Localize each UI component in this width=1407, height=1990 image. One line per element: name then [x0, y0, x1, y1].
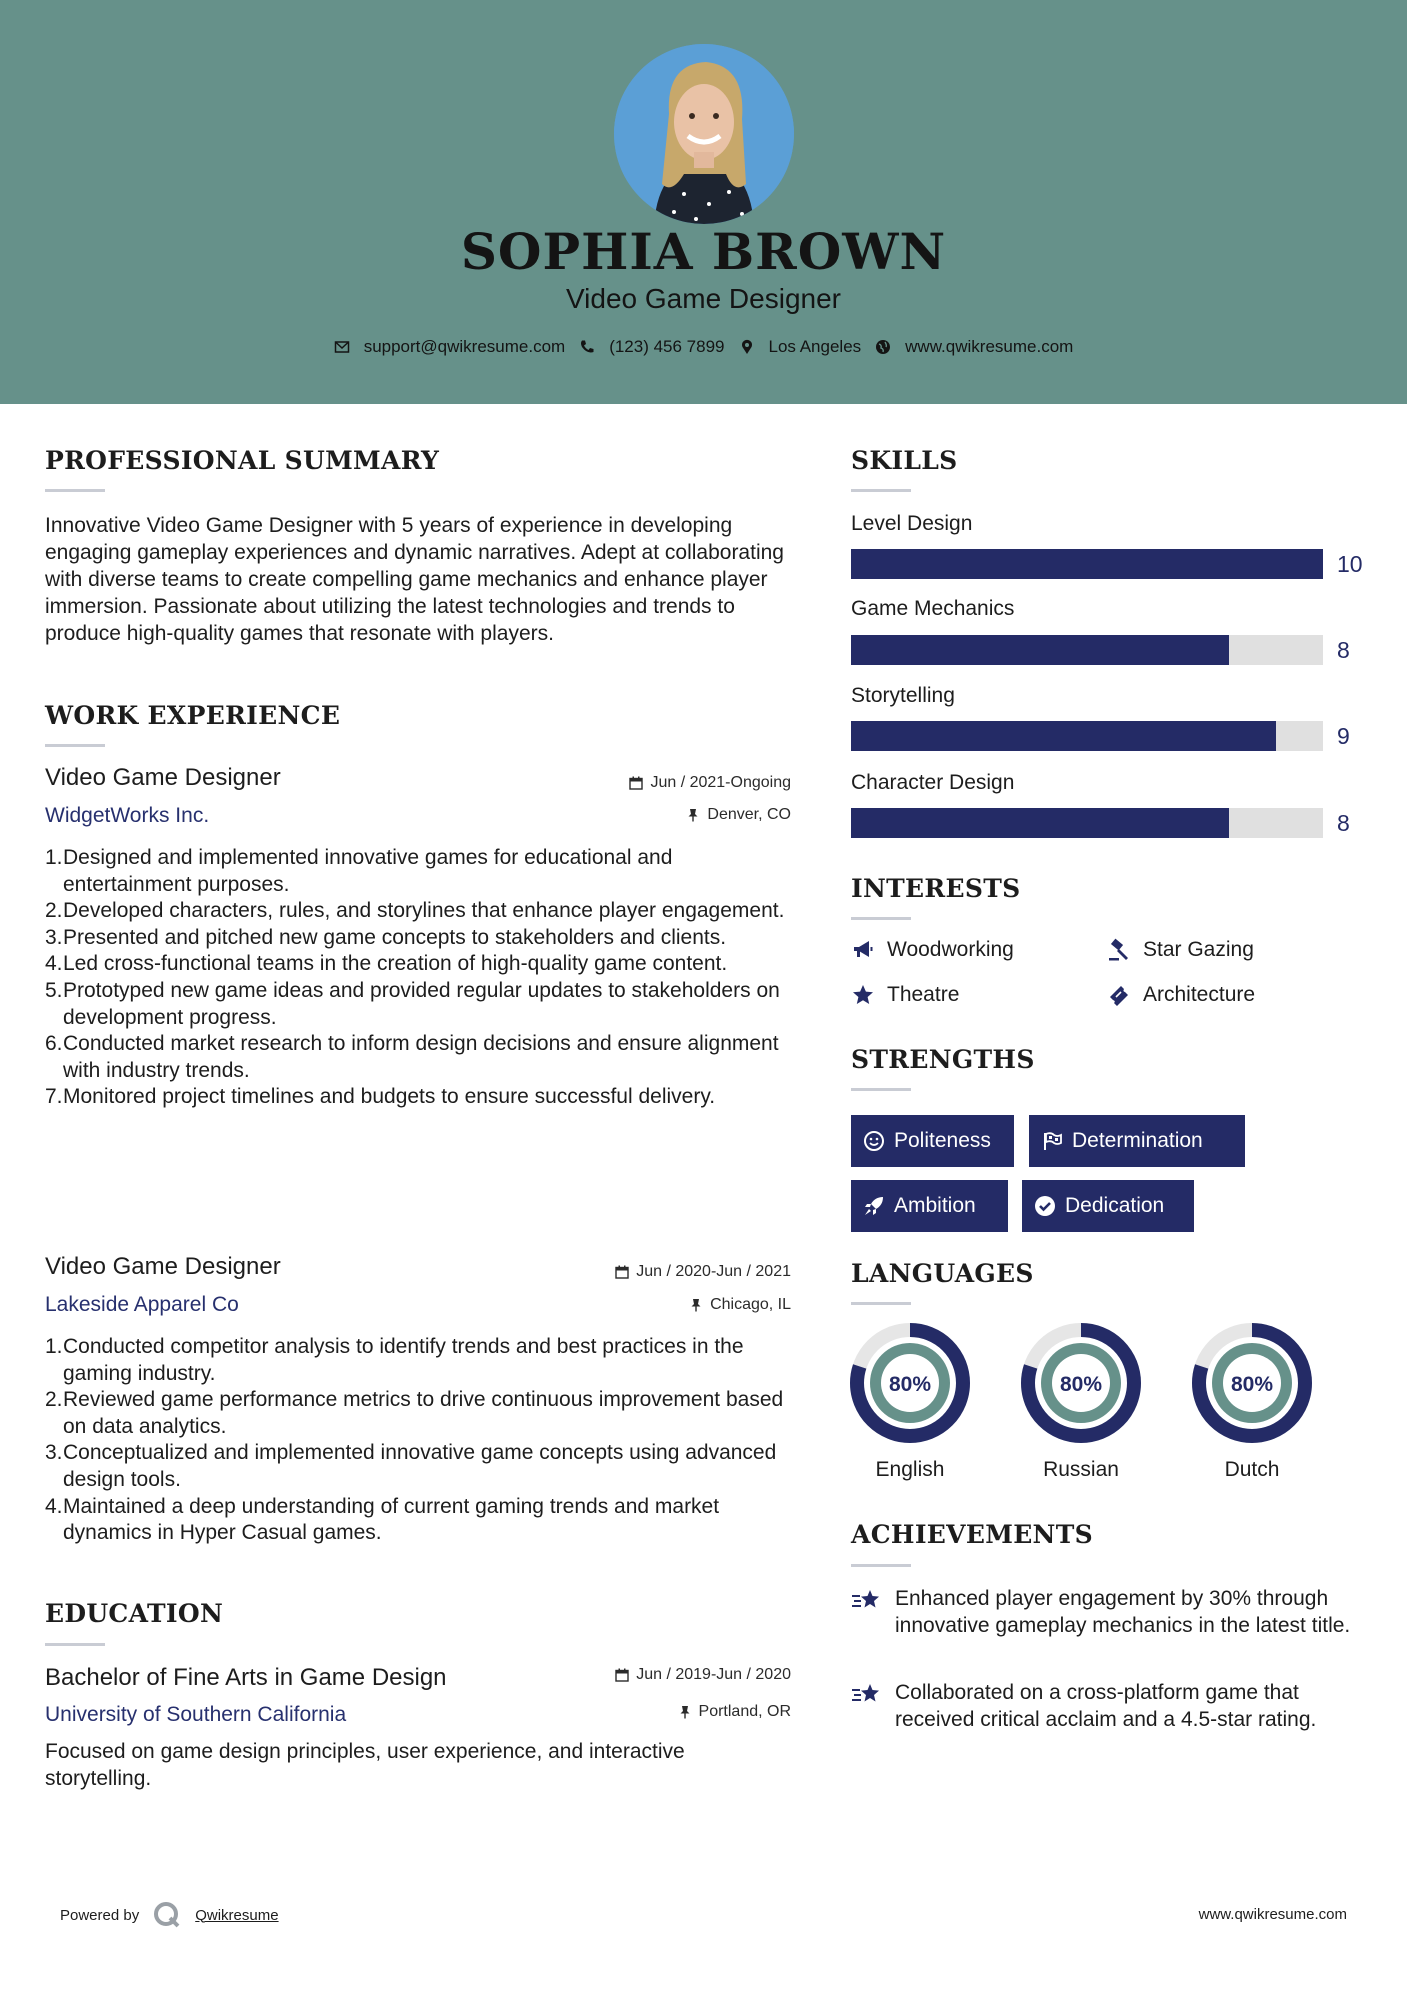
list-item: 4. Maintained a deep understanding of current gaming trends and market dynamics in Hyper Casual games. — [45, 1494, 720, 1545]
summary-heading: PROFESSIONAL SUMMARY — [45, 446, 440, 475]
calendar-icon — [629, 776, 643, 790]
qwikresume-logo-icon — [153, 1901, 181, 1929]
shooting-star-icon — [851, 1681, 883, 1709]
skill-bar — [851, 808, 1323, 838]
interest-item: Woodworking — [851, 938, 1014, 962]
language-donut — [849, 1322, 971, 1444]
profile-photo — [614, 44, 794, 224]
language-item — [1020, 1322, 1142, 1482]
map-pin-icon — [739, 339, 755, 355]
list-item: 2. Developed characters, rules, and storylines that enhance player engagement. — [45, 899, 785, 923]
skill-value: 8 — [1337, 810, 1350, 836]
skill-label: Storytelling — [851, 684, 955, 707]
skill-value: 8 — [1337, 637, 1350, 663]
pushpin-icon — [686, 808, 700, 822]
language-name: Russian — [1043, 1458, 1119, 1481]
skill-label: Level Design — [851, 512, 973, 535]
language-name: English — [875, 1458, 945, 1481]
candidate-title: Video Game Designer — [566, 283, 841, 314]
footer-website[interactable]: www.qwikresume.com — [1198, 1906, 1347, 1923]
gavel-icon — [1107, 938, 1131, 962]
company-name: Lakeside Apparel Co — [45, 1293, 239, 1316]
job-dates: Jun / 2021-Ongoing — [629, 774, 791, 792]
skill-bar — [851, 549, 1323, 579]
summary-text: Innovative Video Game Designer with 5 years of experience in developing engaging gameplay experiences and dynamic narratives. Adept at collaborating with diverse teams to create compelling game mechanics and enhance player immersion. Passionate about utilizing the latest technologies and trends to produce high-quality games that resonate with players. — [45, 514, 784, 645]
language-donut — [1191, 1322, 1313, 1444]
interests-heading: INTERESTS — [851, 874, 1021, 903]
resume-header — [0, 0, 1407, 404]
interest-item: Architecture — [1107, 983, 1255, 1007]
contact-phone[interactable]: (123) 456 7899 — [579, 337, 724, 357]
job-dates: Jun / 2020-Jun / 2021 — [615, 1263, 791, 1281]
list-item: 3. Conceptualized and implemented innovative game concepts using advanced design tools. — [45, 1441, 777, 1491]
skill-label: Character Design — [851, 771, 1015, 794]
contact-email[interactable]: support@qwikresume.com — [334, 337, 566, 357]
phone-icon — [579, 339, 595, 355]
company-name: WidgetWorks Inc. — [45, 804, 210, 827]
section-divider — [45, 744, 105, 747]
job-title: Video Game Designer — [45, 764, 281, 791]
section-divider — [851, 1564, 911, 1567]
skill-label: Game Mechanics — [851, 597, 1015, 620]
degree-title: Bachelor of Fine Arts in Game Design — [45, 1664, 447, 1691]
job-location: Chicago, IL — [689, 1296, 791, 1314]
job-bullets — [45, 845, 785, 1111]
achievements-heading: ACHIEVEMENTS — [851, 1520, 1093, 1549]
achievement-item: Enhanced player engagement by 30% through innovative gameplay mechanics in the latest title. — [851, 1585, 1371, 1639]
flag-icon — [1041, 1130, 1063, 1152]
strength-tag: Dedication — [1022, 1180, 1194, 1232]
language-item — [1191, 1322, 1313, 1482]
pushpin-icon — [689, 1298, 703, 1312]
list-item: 1. Designed and implemented innovative games for educational and entertainment purposes. — [45, 846, 673, 896]
experience-heading: WORK EXPERIENCE — [45, 701, 341, 730]
strengths-heading: STRENGTHS — [851, 1045, 1035, 1074]
calendar-icon — [615, 1668, 629, 1682]
skill-value: 9 — [1337, 723, 1350, 749]
contact-location: Los Angeles — [739, 337, 862, 357]
section-divider — [45, 1643, 105, 1646]
smile-icon — [863, 1130, 885, 1152]
skill-bar — [851, 635, 1323, 665]
education-location: Portland, OR — [678, 1703, 791, 1721]
calendar-icon — [615, 1265, 629, 1279]
language-percent: 80% — [1059, 1373, 1103, 1396]
education-heading: EDUCATION — [45, 1599, 224, 1628]
job-location: Denver, CO — [686, 806, 791, 824]
language-donut — [1020, 1322, 1142, 1444]
interest-item: Star Gazing — [1107, 938, 1254, 962]
strength-tag: Ambition — [851, 1180, 1008, 1232]
skill-bar — [851, 721, 1323, 751]
strength-tag: Politeness — [851, 1115, 1014, 1167]
language-name: Dutch — [1224, 1458, 1280, 1481]
section-divider — [851, 489, 911, 492]
section-divider — [851, 1302, 911, 1305]
candidate-name: SOPHIA BROWN — [460, 222, 947, 281]
achievement-item: Collaborated on a cross-platform game that received critical acclaim and a 4.5-star rating. — [851, 1679, 1371, 1733]
footer-powered-by: Powered by Qwikresume — [60, 1901, 279, 1929]
star-icon — [851, 983, 875, 1007]
languages-heading: LANGUAGES — [851, 1259, 1034, 1288]
list-item: 6. Conducted market research to inform design decisions and ensure alignment with industry trends. — [45, 1032, 779, 1082]
list-item: 5. Prototyped new game ideas and provided regular updates to stakeholders on development progress. — [45, 978, 780, 1029]
globe-icon — [875, 339, 891, 355]
rocket-icon — [863, 1195, 885, 1217]
language-percent: 80% — [888, 1373, 932, 1396]
education-description: Focused on game design principles, user experience, and interactive storytelling. — [45, 1740, 685, 1790]
list-item: 3. Presented and pitched new game concepts to stakeholders and clients. — [45, 925, 727, 949]
pushpin-icon — [678, 1705, 692, 1719]
interest-item: Theatre — [851, 983, 959, 1007]
education-dates: Jun / 2019-Jun / 2020 — [615, 1666, 791, 1684]
language-item — [849, 1322, 971, 1482]
shooting-star-icon — [851, 1587, 883, 1615]
skill-value: 10 — [1337, 551, 1363, 577]
school-name: University of Southern California — [45, 1703, 347, 1726]
megaphone-icon — [851, 938, 875, 962]
ticket-icon — [1107, 983, 1131, 1007]
envelope-icon — [334, 339, 350, 355]
skill-bar-fill — [851, 721, 1276, 751]
skills-heading: SKILLS — [851, 446, 958, 475]
language-percent: 80% — [1230, 1373, 1274, 1396]
list-item: 1. Conducted competitor analysis to identify trends and best practices in the gaming industry. — [45, 1335, 744, 1385]
skill-bar-fill — [851, 635, 1229, 665]
check-circle-icon — [1034, 1195, 1056, 1217]
qwikresume-link[interactable]: Qwikresume — [195, 1906, 279, 1924]
list-item: 2. Reviewed game performance metrics to drive continuous improvement based on data analytics. — [45, 1388, 784, 1438]
skill-bar-fill — [851, 549, 1323, 579]
contact-bar — [0, 337, 1407, 357]
section-divider — [45, 489, 105, 492]
list-item: 4. Led cross-functional teams in the creation of high-quality game content. — [45, 952, 728, 976]
section-divider — [851, 917, 911, 920]
skill-bar-fill — [851, 808, 1229, 838]
job-bullets — [45, 1334, 785, 1547]
strength-tag: Determination — [1029, 1115, 1245, 1167]
job-title: Video Game Designer — [45, 1253, 281, 1280]
list-item: 7. Monitored project timelines and budgets to ensure successful delivery. — [45, 1085, 716, 1109]
section-divider — [851, 1088, 911, 1091]
contact-website[interactable]: www.qwikresume.com — [875, 337, 1073, 357]
